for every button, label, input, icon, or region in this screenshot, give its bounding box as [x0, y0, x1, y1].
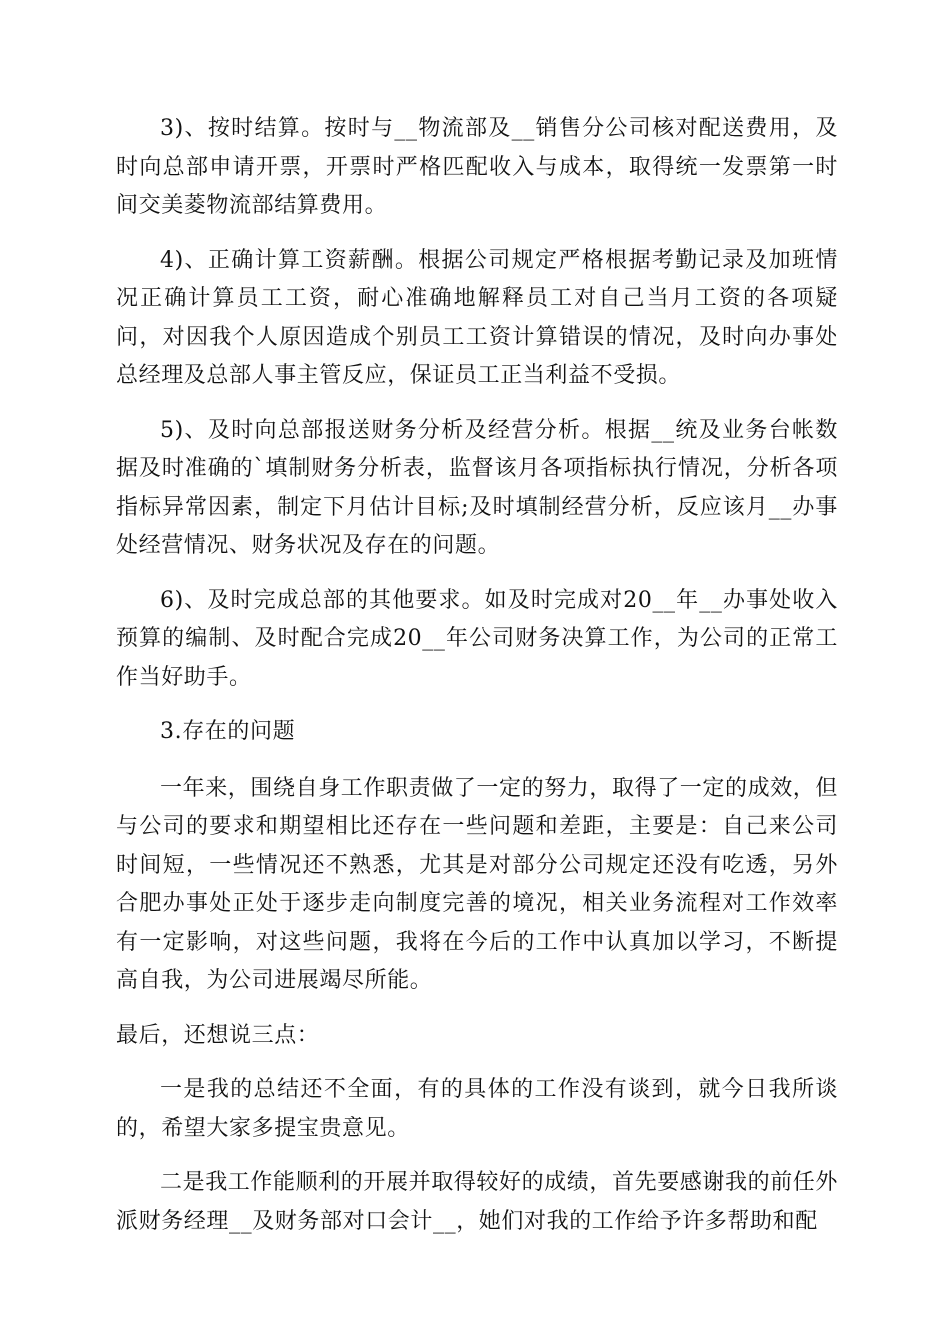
paragraph-point-one: 一是我的总结还不全面，有的具体的工作没有谈到，就今日我所谈的，希望大家多提宝贵意见。 — [116, 1077, 838, 1141]
paragraph-payroll: 4)、正确计算工资薪酬。根据公司规定严格根据考勤记录及加班情况正确计算员工工资，耐心准确地解释员工对自己当月工资的各项疑问，对因我个人原因造成个别员工工资计算错误的情况，及时向办事处总经理及总部人事主管反应，保证员工正当利益不受损。 — [116, 247, 838, 388]
paragraph-point-two: 二是我工作能顺利的开展并取得较好的成绩，首先要感谢我的前任外派财务经理__及财务部对口会计__，她们对我的工作给予许多帮助和配 — [116, 1170, 839, 1234]
paragraph-settlement: 3)、按时结算。按时与__物流部及__销售分公司核对配送费用，及时向总部申请开票，开票时严格匹配收入与成本，取得统一发票第一时间交美菱物流部结算费用。 — [116, 116, 838, 218]
paragraph-other-requirements: 6)、及时完成总部的其他要求。如及时完成对20__年__办事处收入预算的编制、及时配合完成20__年公司财务决算工作，为公司的正常工作当好助手。 — [116, 587, 838, 690]
paragraph-financial-analysis: 5)、及时向总部报送财务分析及经营分析。根据__统及业务台帐数据及时准确的`填制财务分析表，监督该月各项指标执行情况，分析各项指标异常因素，制定下月估计目标;及时填制经营分析，反应该月__办事处经营情况、财务状况及存在的问题。 — [116, 417, 838, 558]
paragraph-finally: 最后，还想说三点： — [116, 1022, 320, 1048]
section-heading-problems: 3.存在的问题 — [160, 719, 296, 744]
paragraph-problems: 一年来，围绕自身工作职责做了一定的努力，取得了一定的成效，但与公司的要求和期望相比还存在一些问题和差距，主要是：自己来公司时间短，一些情况还不熟悉，尤其是对部分公司规定还没有吃透，另外合肥办事处正处于逐步走向制度完善的境况，相关业务流程对工作效率有一定影响，对这些问题，我将在今后的工作中认真加以学习，不断提高自我，为公司进展竭尽所能。 — [116, 775, 839, 993]
